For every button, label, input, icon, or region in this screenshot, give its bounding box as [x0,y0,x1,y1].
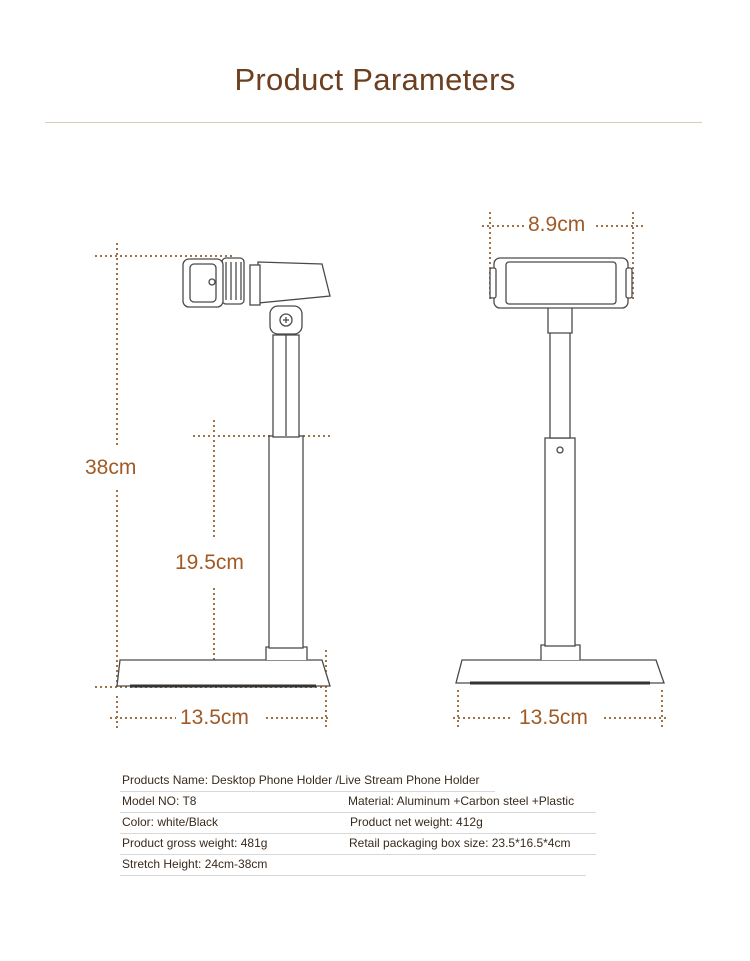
page-title: Product Parameters [234,62,516,97]
side-height-label: 38cm [85,456,137,479]
side-view-holder [117,258,330,686]
side-width-label: 13.5cm [180,706,249,729]
spec-row [120,791,596,813]
spec-row [120,770,495,792]
model-no: Model NO: T8 [122,794,197,808]
product-name: Products Name: Desktop Phone Holder /Live Stream Phone Holder [122,773,480,787]
spec-row [120,833,596,855]
stretch-height: Stretch Height: 24cm-38cm [122,857,268,871]
spec-row [120,854,586,876]
gross-weight: Product gross weight: 481g [122,836,268,850]
front-clamp-width-label: 8.9cm [528,213,586,236]
front-width-label: 13.5cm [519,706,588,729]
color-spec: Color: white/Black [122,815,219,829]
packaging-size: Retail packaging box size: 23.5*16.5*4cm [349,836,571,850]
spec-row [120,812,596,834]
front-view-holder [456,258,664,683]
material: Material: Aluminum +Carbon steel +Plastic [348,794,575,808]
front-base [456,660,664,683]
net-weight: Product net weight: 412g [350,815,483,829]
side-base [117,660,330,686]
side-stretch-label: 19.5cm [175,551,244,574]
